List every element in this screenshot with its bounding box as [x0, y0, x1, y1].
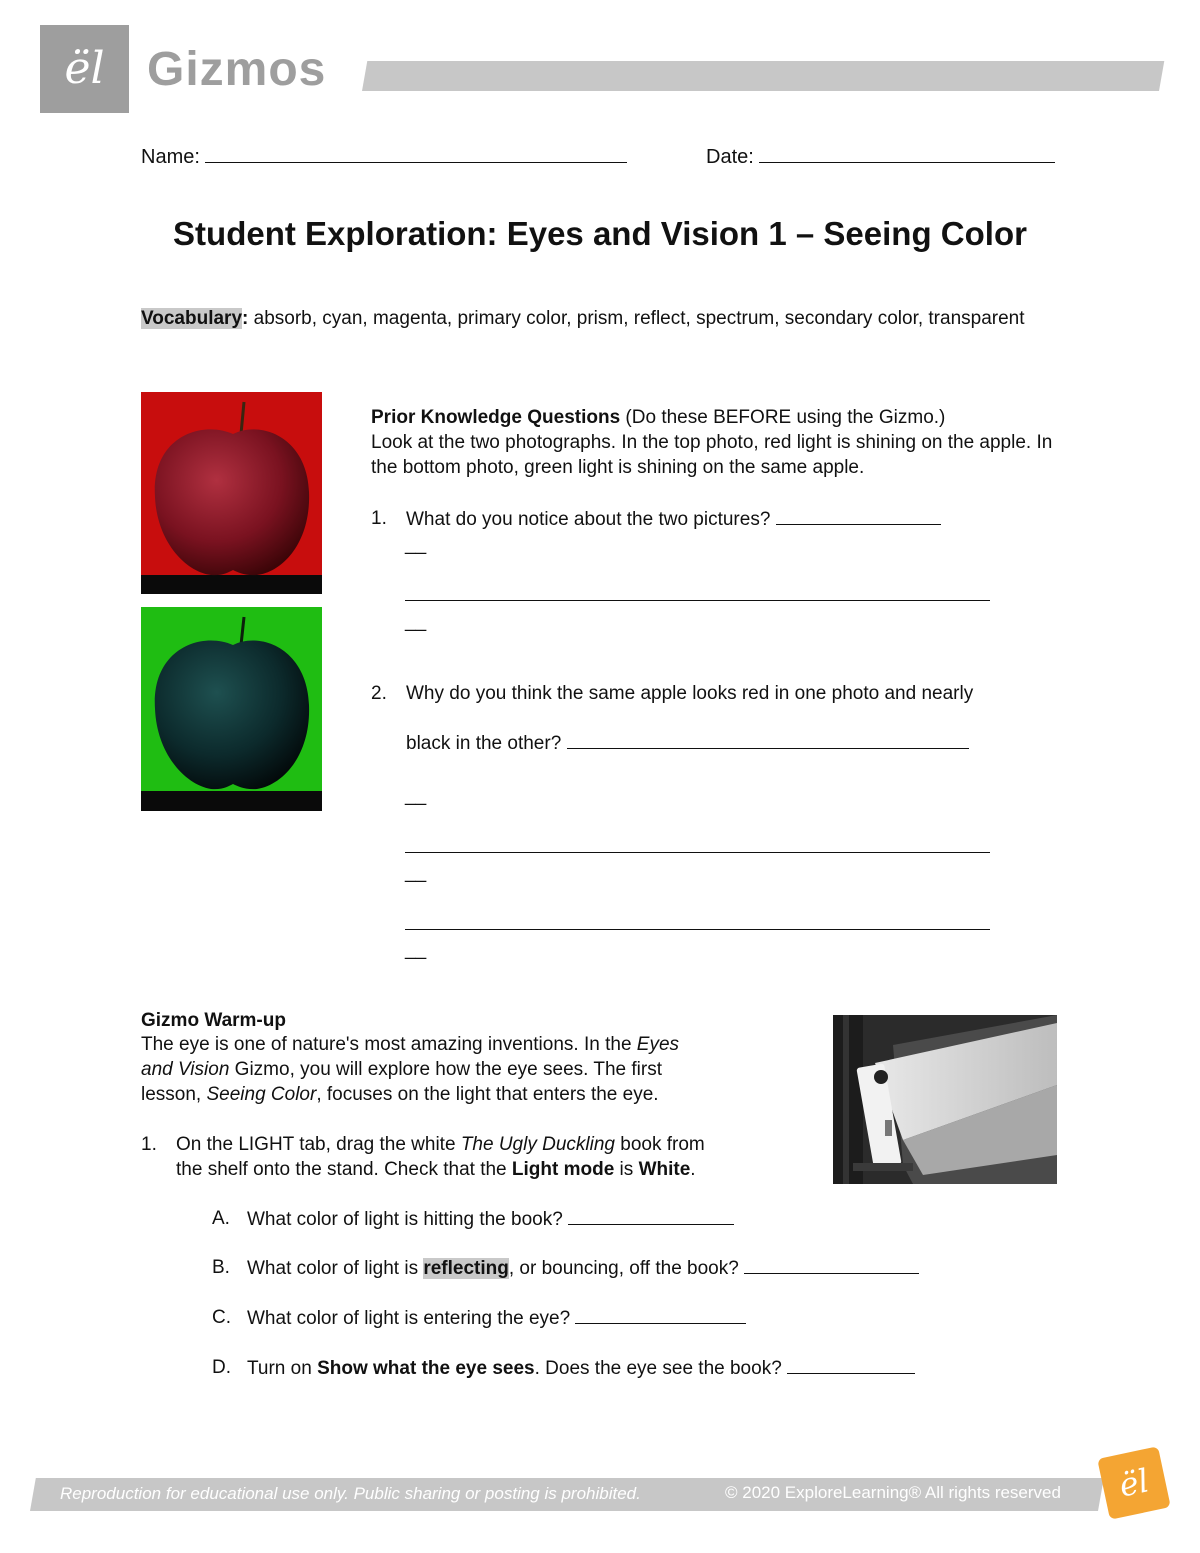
- q2-line: [406, 730, 1006, 756]
- qd-show-what-eye-sees: Show what the eye sees: [317, 1358, 535, 1379]
- date-label: Date:: [706, 146, 754, 168]
- q1-dash-2: __: [405, 611, 427, 632]
- qd-line: [247, 1355, 1007, 1381]
- qc-letter: C.: [212, 1307, 231, 1328]
- q2-dash-2: __: [405, 862, 427, 883]
- warmup-eyes: Eyes: [636, 1034, 680, 1055]
- q2-answer-line[interactable]: [567, 730, 969, 749]
- step1-number: 1.: [141, 1134, 157, 1155]
- brand-name: Gizmos: [147, 43, 327, 96]
- q2-number: 2.: [371, 683, 387, 704]
- qa-line: [247, 1206, 847, 1232]
- vocabulary-terms: absorb, cyan, magenta, primary color, prism, reflect, spectrum, secondary color, transparent: [248, 308, 1025, 329]
- qc-line: [247, 1305, 847, 1331]
- footer-copyright: © 2020 ExploreLearning® All rights reserved: [725, 1483, 1061, 1502]
- qb-reflecting: reflecting: [423, 1258, 509, 1279]
- step1-book-title: The Ugly Duckling: [460, 1134, 615, 1155]
- qa-text: What color of light is hitting the book?: [247, 1209, 563, 1230]
- qc-text: What color of light is entering the eye?: [247, 1308, 571, 1329]
- qa-letter: A.: [212, 1208, 230, 1229]
- q1-answer-line[interactable]: [776, 506, 941, 525]
- explorelearning-logo: ël: [1097, 1446, 1171, 1520]
- name-line[interactable]: [205, 144, 627, 163]
- qb-letter: B.: [212, 1257, 230, 1278]
- q1-text: What do you notice about the two pictures?: [406, 509, 771, 530]
- warmup-seeing-color: Seeing Color: [206, 1084, 317, 1105]
- step1-light-mode: Light mode: [511, 1159, 615, 1180]
- q2-dash-3: __: [405, 939, 427, 960]
- vocabulary: [141, 307, 1051, 331]
- prior-knowledge-heading: Prior Knowledge Questions: [371, 407, 621, 428]
- qb-text-b: , or bouncing, off the book?: [508, 1258, 739, 1279]
- prior-knowledge-heading-line: [371, 405, 1071, 430]
- qd-answer-line[interactable]: [787, 1355, 915, 1374]
- step1-text-b: book from: [614, 1134, 705, 1155]
- q1-dash: __: [405, 534, 427, 555]
- green-apple-photo: [141, 607, 322, 811]
- date-line[interactable]: [759, 144, 1055, 163]
- warmup-text-3: lesson,: [141, 1084, 207, 1105]
- name-label: Name:: [141, 146, 200, 168]
- qa-answer-line[interactable]: [568, 1206, 734, 1225]
- qd-letter: D.: [212, 1357, 231, 1378]
- warmup-text-4: , focuses on the light that enters the eye.: [316, 1084, 659, 1105]
- step1-text: [176, 1132, 826, 1182]
- warmup-text-2: Gizmo, you will explore how the eye sees. The first: [229, 1059, 663, 1080]
- warmup-and-vision: and Vision: [141, 1059, 230, 1080]
- qc-answer-line[interactable]: [575, 1305, 746, 1324]
- q2-answer-line-3[interactable]: [405, 929, 990, 930]
- prior-knowledge-note: (Do these BEFORE using the Gizmo.): [620, 407, 946, 428]
- el-logo: ël: [64, 43, 105, 94]
- q1-answer-line-2[interactable]: [405, 600, 990, 601]
- step1-text-c: the shelf onto the stand. Check that the: [176, 1159, 512, 1180]
- warmup-text-1: The eye is one of nature's most amazing inventions. In the: [141, 1034, 637, 1055]
- qb-answer-line[interactable]: [744, 1255, 919, 1274]
- q2-answer-line-2[interactable]: [405, 852, 990, 853]
- q1-line: [406, 506, 1006, 532]
- step1-is: is: [614, 1159, 639, 1180]
- step1-white: White: [638, 1159, 691, 1180]
- qb-text-a: What color of light is: [247, 1258, 424, 1279]
- q2-text-line2: black in the other?: [406, 733, 562, 754]
- step1-period: .: [690, 1159, 696, 1180]
- page-title: Student Exploration: Eyes and Vision 1 – Seeing Color: [173, 215, 1027, 252]
- q2-text-line1: Why do you think the same apple looks red in one photo and nearly: [406, 683, 974, 704]
- vocabulary-colon: :: [242, 308, 249, 329]
- gizmo-screenshot: [833, 1015, 1057, 1184]
- qb-line: [247, 1255, 1007, 1281]
- qd-text-b: . Does the eye see the book?: [534, 1358, 782, 1379]
- red-apple-photo: [141, 392, 322, 594]
- q2-dash: __: [405, 785, 427, 806]
- step1-text-a: On the LIGHT tab, drag the white: [176, 1134, 461, 1155]
- warmup-paragraph: [141, 1032, 821, 1107]
- prior-knowledge-intro: Look at the two photographs. In the top photo, red light is shining on the apple. In the bottom photo, green light is shining on the same apple.: [371, 432, 1053, 478]
- footer-notice: Reproduction for educational use only. Public sharing or posting is prohibited.: [60, 1484, 641, 1503]
- warmup-heading: Gizmo Warm-up: [141, 1010, 286, 1031]
- vocabulary-label: Vocabulary: [141, 308, 243, 329]
- name-field: [141, 144, 627, 169]
- qd-text-a: Turn on: [247, 1358, 318, 1379]
- q1-number: 1.: [371, 508, 387, 529]
- header-bar: [362, 61, 1164, 91]
- date-field: [706, 144, 1055, 169]
